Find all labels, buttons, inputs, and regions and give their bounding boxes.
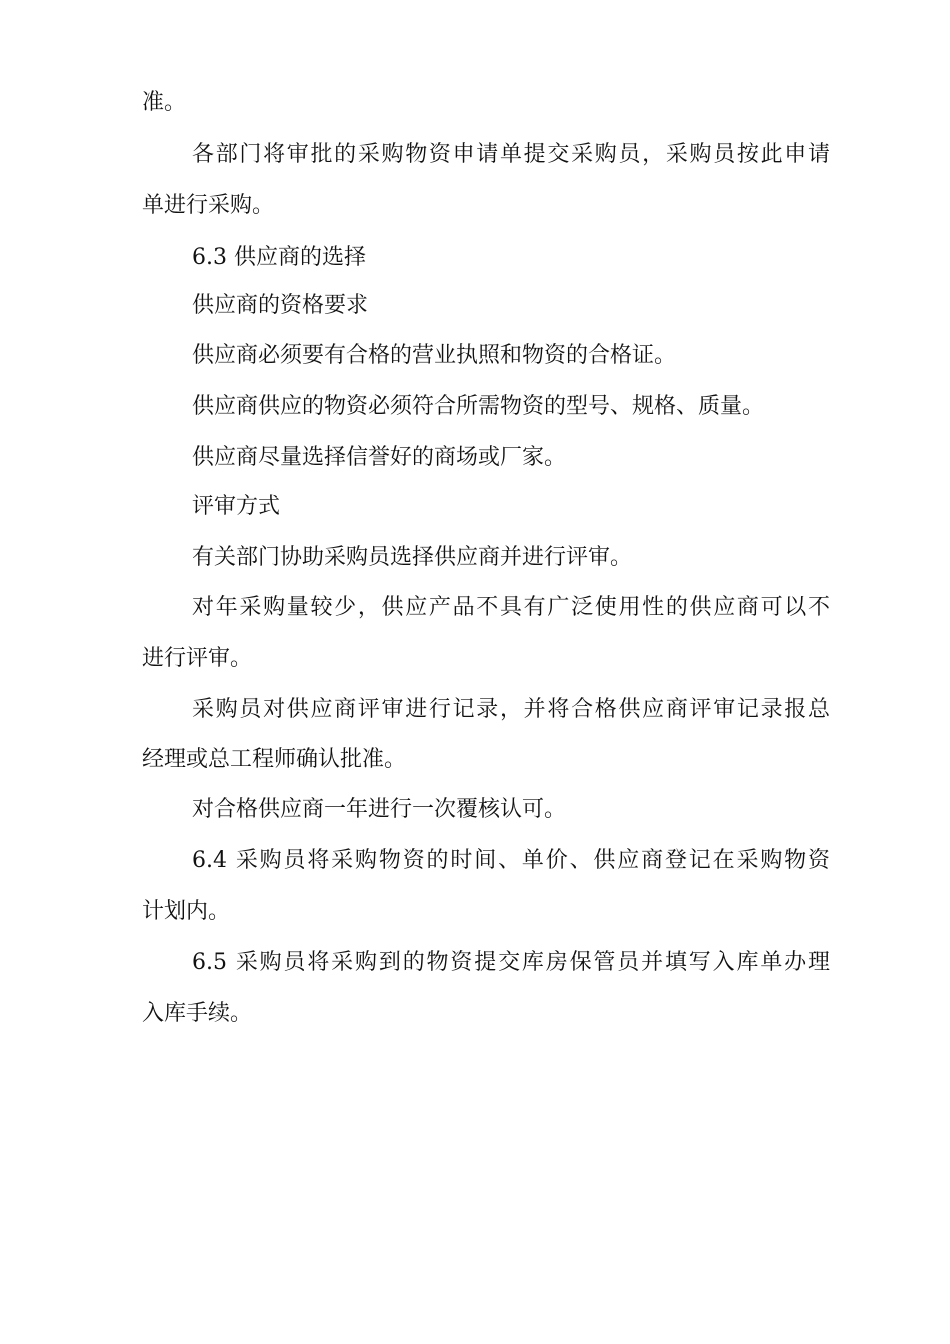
section-heading: 6.3 供应商的选择	[192, 245, 366, 270]
paragraph-line: 准。	[142, 90, 187, 115]
paragraph-line: 进行评审。	[142, 646, 253, 671]
subsection-heading: 供应商的资格要求	[192, 293, 369, 318]
paragraph-line: 采购员对供应商评审进行记录，并将合格供应商评审记录报总	[192, 697, 830, 722]
paragraph-line: 经理或总工程师确认批准。	[142, 747, 407, 772]
paragraph-line: 单进行采购。	[142, 193, 275, 218]
paragraph-line: 6.4 采购员将采购物资的时间、单价、供应商登记在采购物资	[192, 848, 830, 873]
paragraph-line: 6.5 采购员将采购到的物资提交库房保管员并填写入库单办理	[192, 950, 830, 975]
paragraph-line: 有关部门协助采购员选择供应商并进行评审。	[192, 545, 633, 570]
paragraph-line: 计划内。	[142, 899, 231, 924]
paragraph-line: 供应商供应的物资必须符合所需物资的型号、规格、质量。	[192, 394, 765, 419]
paragraph-line: 对合格供应商一年进行一次覆核认可。	[192, 797, 567, 822]
paragraph-line: 供应商尽量选择信誉好的商场或厂家。	[192, 445, 567, 470]
subsection-heading: 评审方式	[192, 494, 281, 519]
paragraph-line: 各部门将审批的采购物资申请单提交采购员，采购员按此申请	[192, 142, 830, 167]
paragraph-line: 供应商必须要有合格的营业执照和物资的合格证。	[192, 343, 677, 368]
paragraph-line: 对年采购量较少，供应产品不具有广泛使用性的供应商可以不	[192, 595, 830, 620]
paragraph-line: 入库手续。	[142, 1001, 253, 1026]
